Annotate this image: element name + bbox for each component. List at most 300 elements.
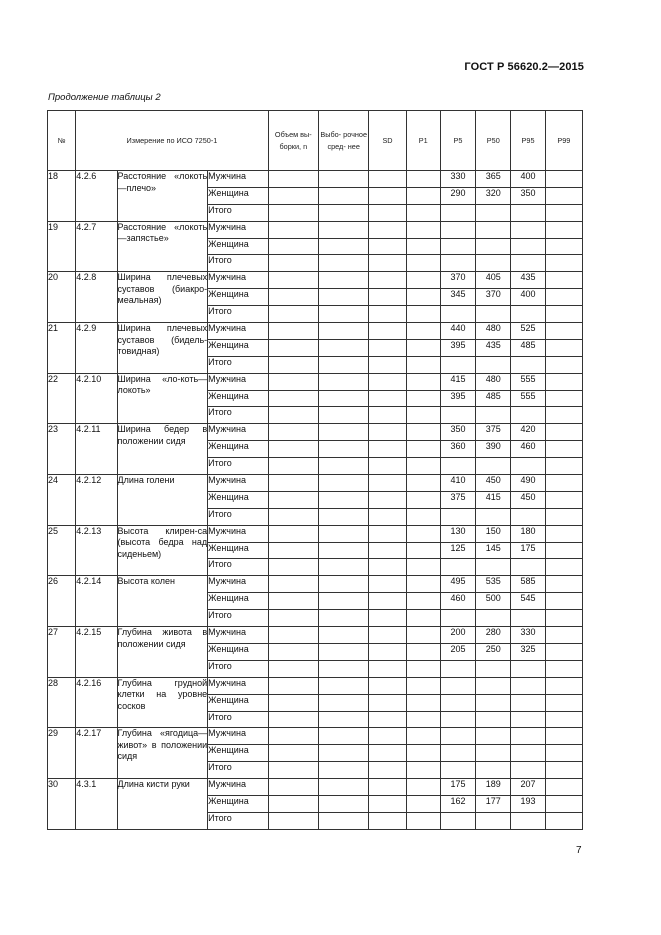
- p95-cell: [511, 812, 545, 829]
- p50-cell: 365: [476, 171, 511, 188]
- p95-cell: 175: [511, 542, 545, 559]
- sex-label: Женщина: [208, 593, 268, 610]
- p50-cell: [476, 458, 511, 475]
- row-number: 29: [48, 728, 76, 779]
- p50-cell: [476, 255, 511, 272]
- sample-mean-cell: [319, 610, 369, 627]
- sample-size-cell: [268, 323, 318, 340]
- p50-cell: 500: [476, 593, 511, 610]
- p99-cell: [545, 323, 582, 340]
- sex-label: Женщина: [208, 694, 268, 711]
- table-row: [48, 576, 583, 593]
- row-number: 18: [48, 171, 76, 222]
- p5-cell: 460: [440, 593, 475, 610]
- p95-cell: [511, 238, 545, 255]
- p99-cell: [545, 593, 582, 610]
- p50-cell: 189: [476, 779, 511, 796]
- sd-cell: [369, 694, 406, 711]
- sex-label: Мужчина: [208, 677, 268, 694]
- header-sample-size: Объем вы- борки, n: [268, 111, 318, 171]
- p5-cell: 415: [440, 373, 475, 390]
- sex-label: Мужчина: [208, 627, 268, 644]
- table-caption: Продолжение таблицы 2: [48, 92, 161, 103]
- header-sample-mean: Выбо- рочное сред- нее: [319, 111, 369, 171]
- p1-cell: [406, 441, 440, 458]
- measurement-code: 4.2.17: [76, 728, 117, 779]
- sd-cell: [369, 221, 406, 238]
- table-row: [48, 475, 583, 492]
- p99-cell: [545, 204, 582, 221]
- p95-cell: 460: [511, 441, 545, 458]
- sd-cell: [369, 407, 406, 424]
- p99-cell: [545, 475, 582, 492]
- sd-cell: [369, 323, 406, 340]
- sd-cell: [369, 204, 406, 221]
- sample-mean-cell: [319, 627, 369, 644]
- p1-cell: [406, 576, 440, 593]
- sample-size-cell: [268, 779, 318, 796]
- measurement-code: 4.2.7: [76, 221, 117, 272]
- p5-cell: [440, 694, 475, 711]
- sample-mean-cell: [319, 373, 369, 390]
- p50-cell: [476, 508, 511, 525]
- sd-cell: [369, 643, 406, 660]
- p1-cell: [406, 475, 440, 492]
- sample-size-cell: [268, 424, 318, 441]
- p1-cell: [406, 491, 440, 508]
- sample-mean-cell: [319, 711, 369, 728]
- row-number: 27: [48, 627, 76, 678]
- row-number: 30: [48, 779, 76, 830]
- header-p1: P1: [406, 111, 440, 171]
- measurement-name: Расстояние «локоть—плечо»: [117, 171, 208, 222]
- p1-cell: [406, 745, 440, 762]
- p1-cell: [406, 508, 440, 525]
- sample-mean-cell: [319, 204, 369, 221]
- sd-cell: [369, 542, 406, 559]
- p5-cell: [440, 812, 475, 829]
- sample-size-cell: [268, 728, 318, 745]
- sample-size-cell: [268, 643, 318, 660]
- sd-cell: [369, 711, 406, 728]
- sample-mean-cell: [319, 762, 369, 779]
- sample-mean-cell: [319, 458, 369, 475]
- p5-cell: 330: [440, 171, 475, 188]
- sample-size-cell: [268, 610, 318, 627]
- sd-cell: [369, 491, 406, 508]
- header-sd: SD: [369, 111, 406, 171]
- p1-cell: [406, 187, 440, 204]
- sample-mean-cell: [319, 542, 369, 559]
- p5-cell: [440, 221, 475, 238]
- sd-cell: [369, 525, 406, 542]
- p1-cell: [406, 779, 440, 796]
- measurement-name: Ширина плечевых суставов (бидель-товидная): [117, 323, 208, 374]
- p95-cell: [511, 728, 545, 745]
- p95-cell: 330: [511, 627, 545, 644]
- p5-cell: 360: [440, 441, 475, 458]
- p5-cell: [440, 677, 475, 694]
- header-p95: P95: [511, 111, 545, 171]
- sample-mean-cell: [319, 491, 369, 508]
- sd-cell: [369, 762, 406, 779]
- p1-cell: [406, 339, 440, 356]
- p1-cell: [406, 677, 440, 694]
- sex-label: Мужчина: [208, 576, 268, 593]
- sample-mean-cell: [319, 728, 369, 745]
- p95-cell: [511, 356, 545, 373]
- measurement-code: 4.2.9: [76, 323, 117, 374]
- table-row: [48, 221, 583, 238]
- p99-cell: [545, 289, 582, 306]
- sd-cell: [369, 171, 406, 188]
- p50-cell: 480: [476, 323, 511, 340]
- row-number: 25: [48, 525, 76, 576]
- p5-cell: 440: [440, 323, 475, 340]
- row-number: 26: [48, 576, 76, 627]
- p5-cell: [440, 407, 475, 424]
- p50-cell: [476, 306, 511, 323]
- sample-mean-cell: [319, 441, 369, 458]
- p50-cell: 415: [476, 491, 511, 508]
- p50-cell: [476, 204, 511, 221]
- p50-cell: 370: [476, 289, 511, 306]
- p5-cell: 495: [440, 576, 475, 593]
- measurement-name: Длина кисти руки: [117, 779, 208, 830]
- standard-title: ГОСТ Р 56620.2—2015: [464, 61, 584, 73]
- sample-mean-cell: [319, 272, 369, 289]
- sample-mean-cell: [319, 779, 369, 796]
- sd-cell: [369, 373, 406, 390]
- sex-label: Женщина: [208, 289, 268, 306]
- p1-cell: [406, 610, 440, 627]
- sex-label: Женщина: [208, 745, 268, 762]
- p95-cell: [511, 610, 545, 627]
- p99-cell: [545, 306, 582, 323]
- sample-mean-cell: [319, 306, 369, 323]
- sd-cell: [369, 508, 406, 525]
- sample-mean-cell: [319, 660, 369, 677]
- p5-cell: [440, 762, 475, 779]
- p95-cell: [511, 762, 545, 779]
- p5-cell: 162: [440, 795, 475, 812]
- p95-cell: 525: [511, 323, 545, 340]
- p1-cell: [406, 407, 440, 424]
- sd-cell: [369, 627, 406, 644]
- p99-cell: [545, 576, 582, 593]
- sd-cell: [369, 339, 406, 356]
- p5-cell: [440, 660, 475, 677]
- sd-cell: [369, 660, 406, 677]
- header-no: №: [48, 111, 76, 171]
- p99-cell: [545, 508, 582, 525]
- measurement-code: 4.2.15: [76, 627, 117, 678]
- measurement-name: Ширина «ло-коть—локоть»: [117, 373, 208, 424]
- header-p50: P50: [476, 111, 511, 171]
- p5-cell: [440, 728, 475, 745]
- p50-cell: [476, 407, 511, 424]
- sex-label: Итого: [208, 610, 268, 627]
- p50-cell: 485: [476, 390, 511, 407]
- p99-cell: [545, 525, 582, 542]
- p99-cell: [545, 812, 582, 829]
- p50-cell: 435: [476, 339, 511, 356]
- measurement-name: Высота клирен-са (высота бедра над сиденьем): [117, 525, 208, 576]
- p1-cell: [406, 694, 440, 711]
- p1-cell: [406, 323, 440, 340]
- sex-label: Мужчина: [208, 525, 268, 542]
- p5-cell: 205: [440, 643, 475, 660]
- p95-cell: [511, 559, 545, 576]
- p99-cell: [545, 373, 582, 390]
- p99-cell: [545, 187, 582, 204]
- sex-label: Итого: [208, 255, 268, 272]
- p95-cell: 490: [511, 475, 545, 492]
- sex-label: Женщина: [208, 491, 268, 508]
- p99-cell: [545, 238, 582, 255]
- p1-cell: [406, 424, 440, 441]
- sex-label: Итого: [208, 407, 268, 424]
- sex-label: Мужчина: [208, 323, 268, 340]
- p95-cell: [511, 694, 545, 711]
- sample-size-cell: [268, 289, 318, 306]
- sample-size-cell: [268, 559, 318, 576]
- row-number: 21: [48, 323, 76, 374]
- p50-cell: 535: [476, 576, 511, 593]
- sex-label: Итого: [208, 508, 268, 525]
- table-row: [48, 525, 583, 542]
- p95-cell: 545: [511, 593, 545, 610]
- sd-cell: [369, 187, 406, 204]
- sample-mean-cell: [319, 559, 369, 576]
- p95-cell: [511, 255, 545, 272]
- sample-size-cell: [268, 272, 318, 289]
- sd-cell: [369, 576, 406, 593]
- measurement-code: 4.2.12: [76, 475, 117, 526]
- p50-cell: 145: [476, 542, 511, 559]
- row-number: 28: [48, 677, 76, 728]
- p95-cell: 485: [511, 339, 545, 356]
- p50-cell: [476, 762, 511, 779]
- sd-cell: [369, 475, 406, 492]
- sample-size-cell: [268, 677, 318, 694]
- p5-cell: [440, 508, 475, 525]
- measurement-code: 4.2.10: [76, 373, 117, 424]
- p1-cell: [406, 255, 440, 272]
- sample-size-cell: [268, 660, 318, 677]
- p1-cell: [406, 812, 440, 829]
- sd-cell: [369, 559, 406, 576]
- p99-cell: [545, 390, 582, 407]
- table-row: [48, 677, 583, 694]
- sample-size-cell: [268, 475, 318, 492]
- p5-cell: 200: [440, 627, 475, 644]
- p5-cell: [440, 255, 475, 272]
- sample-mean-cell: [319, 171, 369, 188]
- measurement-code: 4.2.6: [76, 171, 117, 222]
- p1-cell: [406, 643, 440, 660]
- table-row: [48, 424, 583, 441]
- p95-cell: [511, 306, 545, 323]
- p1-cell: [406, 221, 440, 238]
- sample-mean-cell: [319, 289, 369, 306]
- sex-label: Мужчина: [208, 171, 268, 188]
- p99-cell: [545, 491, 582, 508]
- table-row: [48, 373, 583, 390]
- p95-cell: [511, 508, 545, 525]
- sample-size-cell: [268, 508, 318, 525]
- p99-cell: [545, 627, 582, 644]
- sex-label: Итого: [208, 660, 268, 677]
- sample-mean-cell: [319, 576, 369, 593]
- p99-cell: [545, 660, 582, 677]
- p5-cell: 410: [440, 475, 475, 492]
- sample-mean-cell: [319, 356, 369, 373]
- p99-cell: [545, 407, 582, 424]
- sample-size-cell: [268, 306, 318, 323]
- p99-cell: [545, 610, 582, 627]
- measurement-name: Ширина плечевых суставов (биакро-меальная): [117, 272, 208, 323]
- p5-cell: [440, 306, 475, 323]
- sex-label: Итого: [208, 812, 268, 829]
- p1-cell: [406, 559, 440, 576]
- measurement-code: 4.2.13: [76, 525, 117, 576]
- p1-cell: [406, 762, 440, 779]
- sex-label: Женщина: [208, 643, 268, 660]
- p1-cell: [406, 238, 440, 255]
- sample-mean-cell: [319, 238, 369, 255]
- sex-label: Мужчина: [208, 779, 268, 796]
- p95-cell: 325: [511, 643, 545, 660]
- p95-cell: 420: [511, 424, 545, 441]
- p95-cell: [511, 221, 545, 238]
- p95-cell: 180: [511, 525, 545, 542]
- p1-cell: [406, 593, 440, 610]
- p95-cell: [511, 711, 545, 728]
- p50-cell: [476, 728, 511, 745]
- measurement-code: 4.2.16: [76, 677, 117, 728]
- sex-label: Женщина: [208, 390, 268, 407]
- p1-cell: [406, 289, 440, 306]
- p50-cell: 450: [476, 475, 511, 492]
- p1-cell: [406, 373, 440, 390]
- p5-cell: [440, 711, 475, 728]
- sample-mean-cell: [319, 812, 369, 829]
- sex-label: Женщина: [208, 441, 268, 458]
- p99-cell: [545, 441, 582, 458]
- p95-cell: 207: [511, 779, 545, 796]
- p95-cell: [511, 407, 545, 424]
- sd-cell: [369, 424, 406, 441]
- p95-cell: [511, 677, 545, 694]
- sample-size-cell: [268, 812, 318, 829]
- p1-cell: [406, 795, 440, 812]
- p5-cell: [440, 458, 475, 475]
- p50-cell: [476, 221, 511, 238]
- p99-cell: [545, 458, 582, 475]
- sample-mean-cell: [319, 677, 369, 694]
- sex-label: Итого: [208, 762, 268, 779]
- sex-label: Женщина: [208, 238, 268, 255]
- sex-label: Итого: [208, 559, 268, 576]
- sample-size-cell: [268, 795, 318, 812]
- table-body: [48, 171, 583, 830]
- p95-cell: 555: [511, 390, 545, 407]
- measurement-code: 4.2.8: [76, 272, 117, 323]
- p1-cell: [406, 458, 440, 475]
- p50-cell: [476, 238, 511, 255]
- sample-mean-cell: [319, 407, 369, 424]
- p50-cell: [476, 559, 511, 576]
- p99-cell: [545, 779, 582, 796]
- p99-cell: [545, 559, 582, 576]
- p50-cell: 375: [476, 424, 511, 441]
- p1-cell: [406, 525, 440, 542]
- measurement-name: Расстояние «локоть—запястье»: [117, 221, 208, 272]
- table-row: [48, 728, 583, 745]
- measurement-name: Глубина грудной клетки на уровне сосков: [117, 677, 208, 728]
- sample-size-cell: [268, 542, 318, 559]
- sample-size-cell: [268, 694, 318, 711]
- sample-size-cell: [268, 525, 318, 542]
- measurements-table: [47, 110, 583, 830]
- p5-cell: 345: [440, 289, 475, 306]
- p50-cell: [476, 711, 511, 728]
- sample-size-cell: [268, 187, 318, 204]
- sample-mean-cell: [319, 508, 369, 525]
- p95-cell: 400: [511, 289, 545, 306]
- p50-cell: [476, 610, 511, 627]
- sample-size-cell: [268, 441, 318, 458]
- p95-cell: 400: [511, 171, 545, 188]
- sex-label: Итого: [208, 204, 268, 221]
- p95-cell: 350: [511, 187, 545, 204]
- sex-label: Итого: [208, 306, 268, 323]
- p95-cell: 585: [511, 576, 545, 593]
- sample-size-cell: [268, 390, 318, 407]
- p50-cell: [476, 660, 511, 677]
- p99-cell: [545, 356, 582, 373]
- sd-cell: [369, 728, 406, 745]
- sd-cell: [369, 356, 406, 373]
- table-row: [48, 323, 583, 340]
- p5-cell: [440, 356, 475, 373]
- p50-cell: [476, 677, 511, 694]
- sd-cell: [369, 812, 406, 829]
- measurement-name: Глубина «ягодица—живот» в положении сидя: [117, 728, 208, 779]
- p99-cell: [545, 424, 582, 441]
- sd-cell: [369, 458, 406, 475]
- sex-label: Итого: [208, 458, 268, 475]
- p50-cell: 150: [476, 525, 511, 542]
- sd-cell: [369, 441, 406, 458]
- sample-size-cell: [268, 238, 318, 255]
- p99-cell: [545, 272, 582, 289]
- sample-size-cell: [268, 711, 318, 728]
- sd-cell: [369, 795, 406, 812]
- sex-label: Женщина: [208, 187, 268, 204]
- p99-cell: [545, 745, 582, 762]
- sample-size-cell: [268, 593, 318, 610]
- p1-cell: [406, 660, 440, 677]
- p5-cell: 130: [440, 525, 475, 542]
- sd-cell: [369, 289, 406, 306]
- p50-cell: [476, 694, 511, 711]
- sample-size-cell: [268, 458, 318, 475]
- sample-size-cell: [268, 356, 318, 373]
- header-p99: P99: [545, 111, 582, 171]
- sample-size-cell: [268, 762, 318, 779]
